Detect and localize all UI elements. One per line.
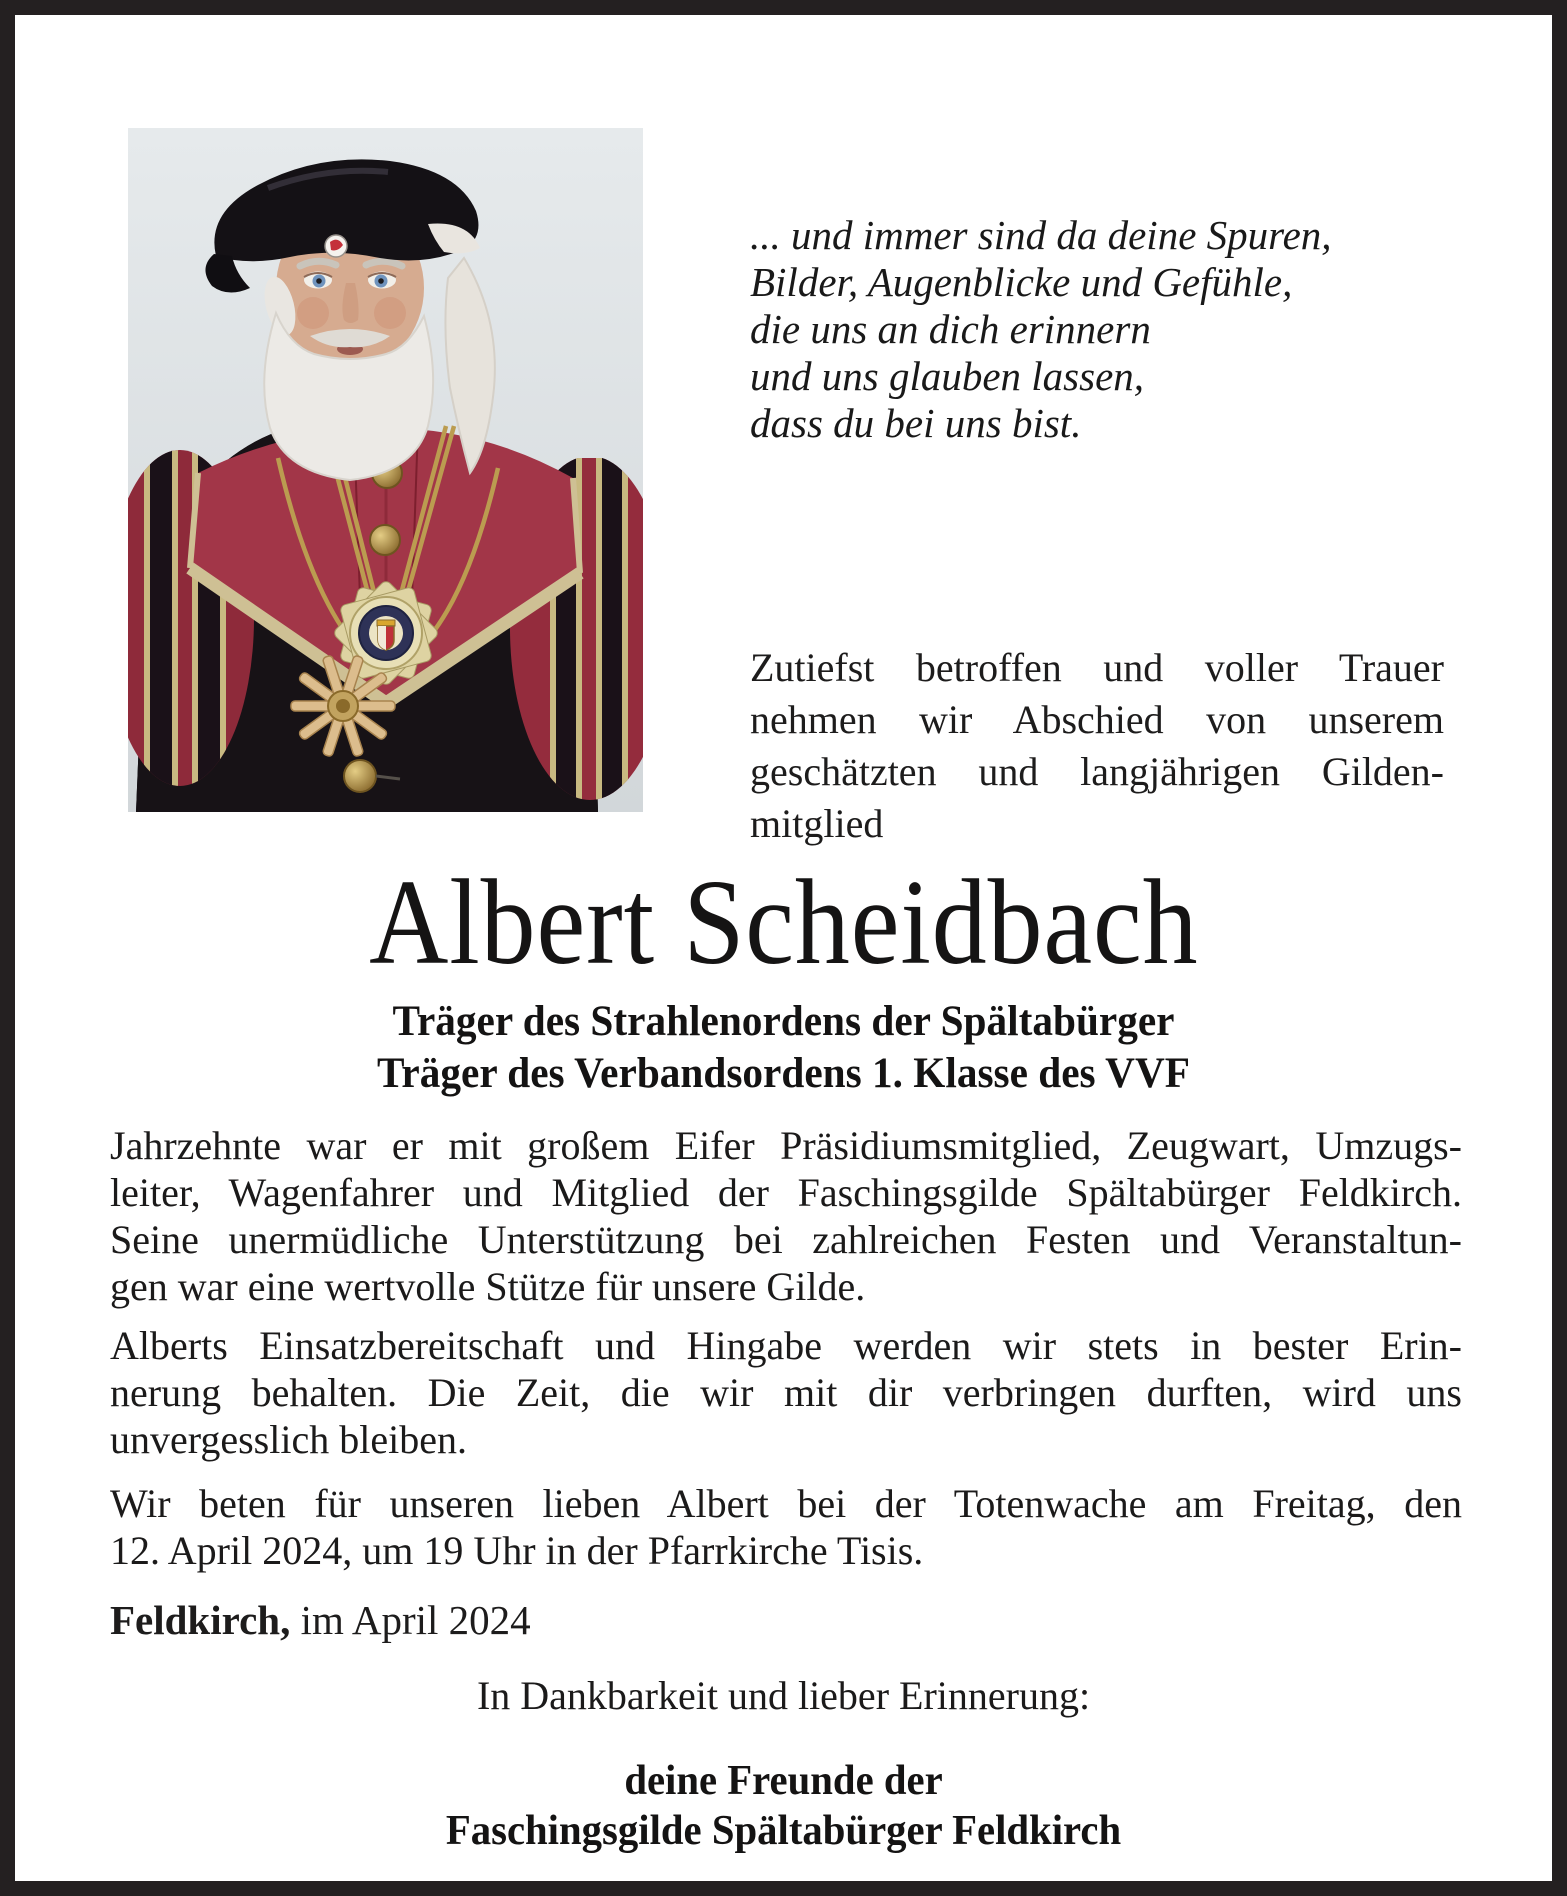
intro-line: nehmen wir Abschied von unserem: [750, 697, 1444, 742]
body-line: gen war eine wertvolle Stütze für unsere Gilde.: [110, 1264, 866, 1309]
honor-title-line: Träger des Strahlenordens der Spältabürger: [392, 998, 1175, 1045]
intro-line: geschätzten und langjährigen Gilden-: [750, 749, 1444, 794]
memorial-poem: [750, 212, 1390, 447]
poem-line: und uns glauben lassen,: [750, 353, 1145, 399]
signature-block: [15, 1756, 1552, 1856]
nose: [342, 283, 358, 323]
intro-paragraph: [750, 642, 1444, 850]
body-line: Wir beten für unseren lieben Albert bei der Totenwache am Freitag, den: [110, 1481, 1462, 1526]
hat-pin: [325, 235, 347, 257]
body-line: Jahrzehnte war er mit großem Eifer Präsidiumsmitglied, Zeugwart, Umzugs-: [110, 1123, 1462, 1168]
portrait-illustration: [128, 128, 643, 812]
body-line: Seine unermüdliche Unterstützung bei zahlreichen Festen und Veranstaltun-: [110, 1217, 1462, 1262]
poem-line: dass du bei uns bist.: [750, 400, 1082, 446]
body-line: Alberts Einsatzbereitschaft und Hingabe werden wir stets in bester Erin-: [110, 1323, 1462, 1368]
body-line: unvergesslich bleiben.: [110, 1417, 467, 1462]
dateline-date: im April 2024: [290, 1597, 531, 1643]
dateline: [110, 1596, 531, 1644]
honor-titles: [15, 996, 1552, 1100]
poem-line: Bilder, Augenblicke und Gefühle,: [750, 259, 1293, 305]
signature-line: deine Freunde der: [624, 1758, 943, 1804]
body-line: 12. April 2024, um 19 Uhr in der Pfarrkirche Tisis.: [110, 1528, 924, 1573]
deceased-name: [15, 855, 1552, 990]
paragraph-remembrance: [110, 1322, 1462, 1463]
page-content: [15, 15, 1552, 1881]
body-line: leiter, Wagenfahrer und Mitglied der Faschingsgilde Spältabürger Feldkirch.: [110, 1170, 1462, 1215]
honor-title-line: Träger des Verbandsordens 1. Klasse des VVF: [376, 1050, 1191, 1097]
body-line: nerung behalten. Die Zeit, die wir mit dir verbringen durften, wird uns: [110, 1370, 1462, 1415]
intro-line: Zutiefst betroffen und voller Trauer: [750, 645, 1444, 690]
poem-line: ... und immer sind da deine Spuren,: [750, 212, 1332, 258]
paragraph-service-history: [110, 1122, 1462, 1310]
intro-line: mitglied: [750, 801, 884, 846]
dateline-place: Feldkirch,: [110, 1597, 291, 1643]
paragraph-wake-announcement: [110, 1480, 1462, 1574]
deceased-name-text: Albert Scheidbach: [368, 855, 1199, 990]
poem-line: die uns an dich erinnern: [750, 306, 1151, 352]
signature-line: Faschingsgilde Spältabürger Feldkirch: [445, 1808, 1122, 1854]
portrait-photo: [128, 128, 643, 812]
closing-line: In Dankbarkeit und lieber Erinnerung:: [476, 1673, 1091, 1718]
